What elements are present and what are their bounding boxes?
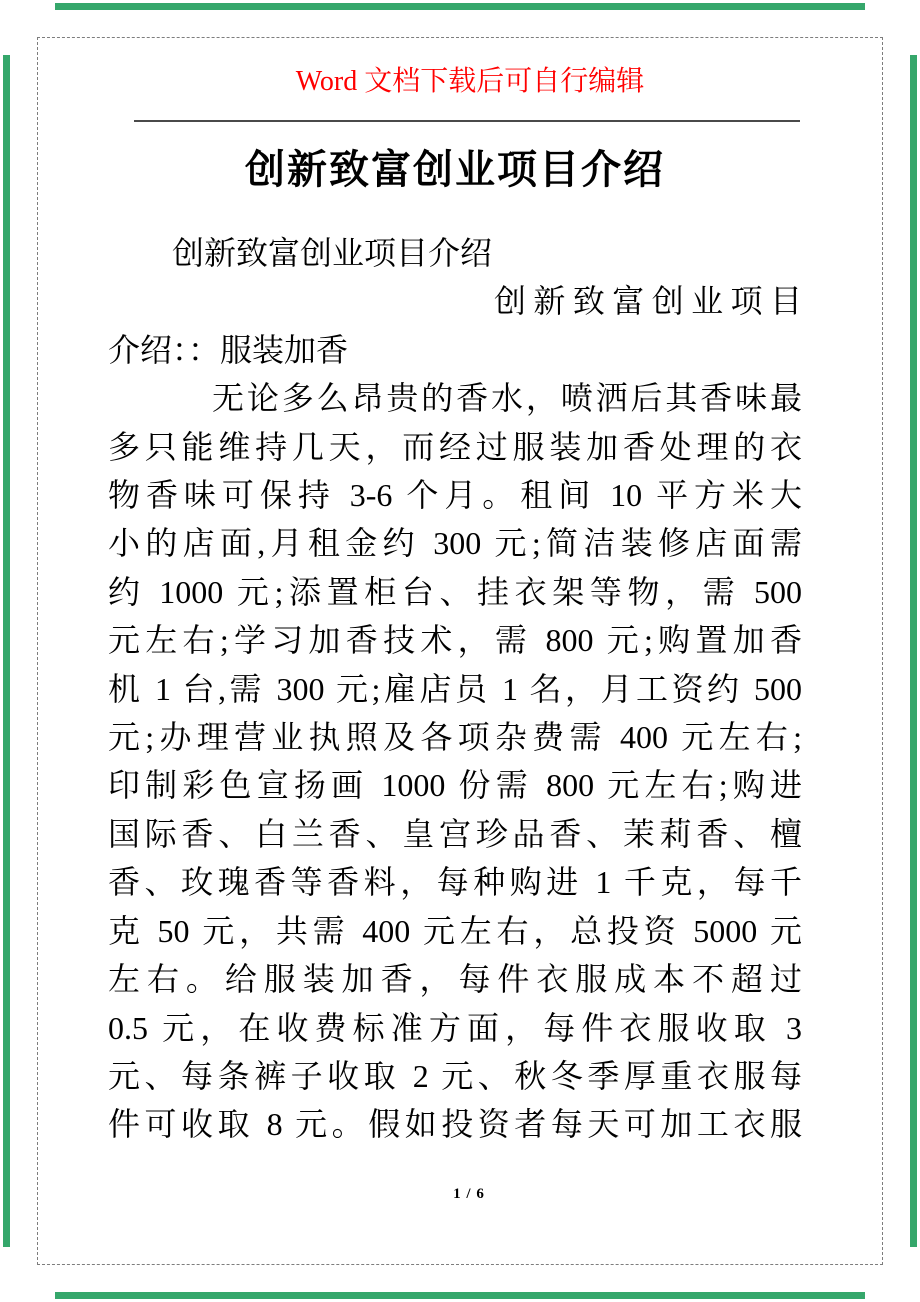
subtitle-line: 创新致富创业项目介绍	[172, 235, 493, 271]
paragraph-line: 左右。给服装加香，每件衣服成本不超过	[108, 961, 802, 998]
paragraph-line: 约 1000 元;添置柜台、挂衣架等物，需 500	[108, 573, 802, 610]
paragraph-line: 元左右;学习加香技术，需 800 元;购置加香	[108, 622, 802, 659]
heading-wrap-line: 介绍：：服装加香	[108, 331, 349, 368]
paragraph-line: 件可收取 8 元。假如投资者每天可加工衣服	[108, 1106, 802, 1143]
body-text-block	[108, 229, 802, 1149]
paragraph-line: 元;办理营业执照及各项杂费需 400 元左右;	[108, 719, 802, 756]
green-frame-left	[3, 55, 10, 1247]
paragraph-line: 元、每条裤子收取 2 元、秋冬季厚重衣服每	[108, 1057, 802, 1094]
paragraph-line: 机 1 台,需 300 元;雇店员 1 名，月工资约 500	[108, 670, 802, 707]
paragraph-line: 香、玫瑰香等香料，每种购进 1 千克，每千	[108, 864, 802, 901]
document-content	[108, 0, 802, 1149]
paragraph-line: 印制彩色宣扬画 1000 份需 800 元左右;购进	[108, 767, 802, 804]
document-title: 创新致富创业项目介绍	[245, 147, 665, 192]
paragraph-line: 多只能维持几天，而经过服装加香处理的衣	[108, 428, 802, 465]
paragraph-line: 0.5 元，在收费标准方面，每件衣服收取 3	[108, 1009, 802, 1046]
green-frame-right	[910, 55, 917, 1247]
spread-heading-line: 创新致富创业项目	[494, 283, 802, 320]
paragraph-lines	[108, 423, 802, 1149]
page-number: 1 / 6	[453, 1186, 485, 1202]
paragraph-line: 无论多么昂贵的香水，喷洒后其香味最	[212, 380, 802, 417]
green-frame-bottom	[55, 1292, 865, 1299]
paragraph-line: 克 50 元，共需 400 元左右，总投资 5000 元	[108, 912, 802, 949]
paragraph-line: 小的店面,月租金约 300 元;简洁装修店面需	[108, 525, 802, 562]
editable-note-text: Word 文档下载后可自行编辑	[295, 66, 645, 97]
horizontal-rule	[134, 120, 800, 122]
paragraph-line: 物香味可保持 3-6 个月。租间 10 平方米大	[108, 477, 802, 514]
paragraph-line: 国际香、白兰香、皇宫珍品香、茉莉香、檀	[108, 815, 802, 852]
